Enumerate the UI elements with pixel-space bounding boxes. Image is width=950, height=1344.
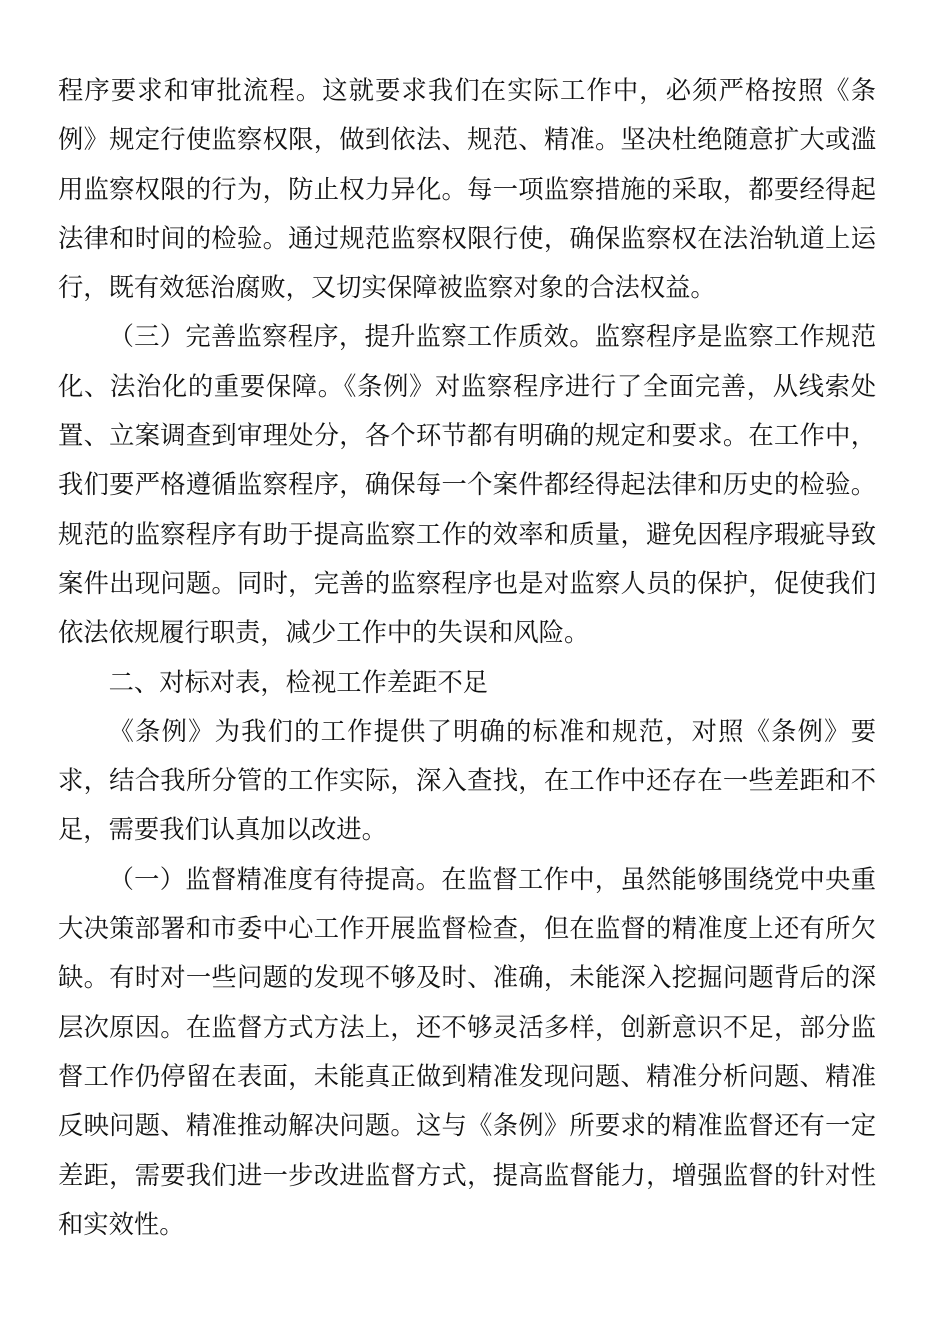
paragraph-2-section-3: （三）完善监察程序，提升监察工作质效。监察程序是监察工作规范化、法治化的重要保障。《条例》对监察程序进行了全面完善，从线索处置、立案调查到审理处分，各个环节都有明确的规定和要求。在工作中，我们要严格遵循监察程序，确保每一个案件都经得起法律和历史的检验。规范的监察程序有助于提高监察工作的效率和质量，避免因程序瑕疵导致案件出现问题。同时，完善的监察程序也是对监察人员的保护，促使我们依法依规履行职责，减少工作中的失误和风险。 [58, 322, 876, 648]
paragraph-5-subsection-1: （一）监督精准度有待提高。在监督工作中，虽然能够围绕党中央重大决策部署和市委中心工作开展监督检查，但在监督的精准度上还有所欠缺。有时对一些问题的发现不够及时、准确，未能深入挖掘问题背后的深层次原因。在监督方式方法上，还不够灵活多样，创新意识不足，部分监督工作仍停留在表面，未能真正做到精准发现问题、精准分析问题、精准反映问题、精准推动解决问题。这与《条例》所要求的精准监督还有一定差距，需要我们进一步改进监督方式，提高监督能力，增强监督的针对性和实效性。 [58, 864, 876, 1239]
paragraph-4: 《条例》为我们的工作提供了明确的标准和规范，对照《条例》要求，结合我所分管的工作实际，深入查找，在工作中还存在一些差距和不足，需要我们认真加以改进。 [58, 716, 876, 845]
paragraph-1: 程序要求和审批流程。这就要求我们在实际工作中，必须严格按照《条例》规定行使监察权限，做到依法、规范、精准。坚决杜绝随意扩大或滥用监察权限的行为，防止权力异化。每一项监察措施的采取，都要经得起法律和时间的检验。通过规范监察权限行使，确保监察权在法治轨道上运行，既有效惩治腐败，又切实保障被监察对象的合法权益。 [58, 76, 876, 303]
section-heading-2: 二、对标对表，检视工作差距不足 [108, 667, 489, 697]
document-page [58, 66, 876, 1249]
